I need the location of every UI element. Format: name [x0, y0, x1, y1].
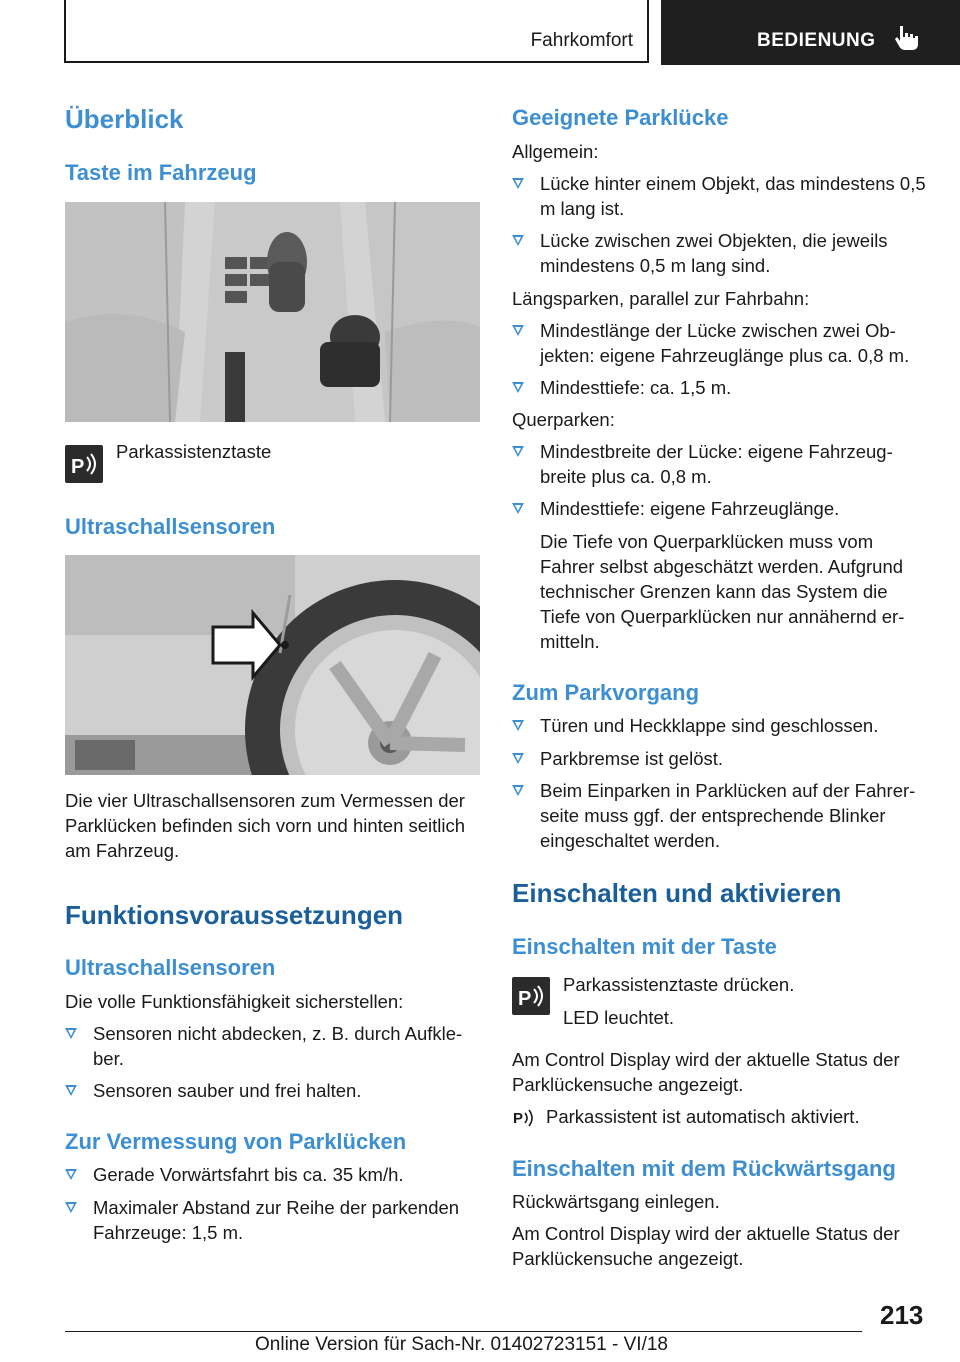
header-chapter-box: [661, 0, 960, 65]
list-item: Mindesttiefe: eigene Fahrzeuglänge.: [512, 496, 932, 521]
heading-button-in-vehicle: Taste im Fahrzeug: [65, 160, 257, 185]
list-item: Maximaler Abstand zur Reihe der parkenden Fahrzeuge: 1,5 m.: [65, 1195, 480, 1245]
bullet-triangle-icon: [512, 785, 524, 796]
svg-text:P: P: [513, 1110, 524, 1127]
reverse-status-text: Am Control Display wird der aktuelle Status der Parklückensuche angezeigt.: [512, 1223, 900, 1269]
bullet-triangle-icon: [512, 720, 524, 731]
bullet-triangle-icon: [65, 1085, 77, 1096]
park-assist-active-icon: [512, 1107, 538, 1129]
heading-measure-parking-space: Zur Vermessung von Parklücken: [65, 1129, 407, 1154]
header-section-title: Fahrkomfort: [530, 30, 633, 51]
parallel-label: Längsparken, parallel zur Fahrbahn:: [512, 288, 810, 309]
bullet-triangle-icon: [512, 325, 524, 336]
footer-divider: [65, 1331, 862, 1332]
list-item: Sensoren nicht abdecken, z. B. durch Aufkle-ber.: [65, 1021, 480, 1071]
ultrasonic-sensor-photo: [65, 555, 480, 775]
cross-label: Querparken:: [512, 409, 615, 430]
list-item: Mindestlänge der Lücke zwischen zwei Ob-jekten: eigene Fahrzeuglänge plus ca. 0,8 m.: [512, 318, 932, 368]
requirements-intro: Die volle Funktionsfähigkeit sicherstellen:: [65, 991, 404, 1012]
heading-activate-with-reverse: Einschalten mit dem Rückwärtsgang: [512, 1156, 896, 1181]
list-item: Parkbremse ist gelöst.: [512, 746, 932, 771]
bullet-triangle-icon: [512, 382, 524, 393]
bullet-triangle-icon: [65, 1028, 77, 1039]
led-text: LED leuchtet.: [563, 1007, 675, 1028]
heading-req-ultrasonic-sensors: Ultraschallsensoren: [65, 955, 276, 980]
bullet-triangle-icon: [512, 446, 524, 457]
heading-ultrasonic-sensors: Ultraschallsensoren: [65, 514, 276, 539]
heading-function-requirements: Funktionsvoraussetzungen: [65, 900, 404, 930]
park-assist-button-icon: [512, 977, 550, 1015]
list-item: Sensoren sauber und frei halten.: [65, 1078, 480, 1103]
heading-activate-with-button: Einschalten mit der Taste: [512, 934, 777, 959]
general-label: Allgemein:: [512, 141, 599, 162]
bullet-triangle-icon: [512, 235, 524, 246]
svg-text:P: P: [71, 456, 85, 478]
list-item: Mindestbreite der Lücke: eigene Fahrzeug-breite plus ca. 0,8 m.: [512, 439, 932, 489]
heading-overview: Überblick: [65, 104, 184, 134]
vehicle-console-photo: [65, 202, 480, 422]
sensors-description: Die vier Ultraschallsensoren zum Vermessen der Parklücken befinden sich vorn und hinten seitlich am Fahrzeug.: [65, 790, 466, 861]
pointing-hand-icon: [894, 24, 920, 52]
list-item: Beim Einparken in Parklücken auf der Fahrer-seite muss ggf. der entsprechende Blinker eingeschaltet werden.: [512, 778, 932, 853]
heading-suitable-space: Geeignete Parklücke: [512, 105, 729, 130]
list-item: Mindesttiefe: ca. 1,5 m.: [512, 375, 932, 400]
reverse-text: Rückwärtsgang einlegen.: [512, 1191, 720, 1212]
list-item: Türen und Heckklappe sind geschlossen.: [512, 713, 932, 738]
bullet-triangle-icon: [65, 1169, 77, 1180]
press-button-text: Parkassistenztaste drücken.: [563, 974, 795, 995]
header-section-box: [64, 0, 649, 63]
auto-activated-text: Parkassistent ist automatisch aktiviert.: [546, 1106, 860, 1127]
bullet-triangle-icon: [512, 503, 524, 514]
button-caption: Parkassistenztaste: [116, 441, 272, 462]
page-number: 213: [880, 1300, 924, 1330]
svg-text:P: P: [518, 988, 532, 1010]
list-item: Gerade Vorwärtsfahrt bis ca. 35 km/h.: [65, 1162, 480, 1187]
bullet-triangle-icon: [512, 753, 524, 764]
cross-note: Die Tiefe von Querparklücken muss vom Fahrer selbst abgeschätzt werden. Aufgrund technischer Grenzen kann das System die Tiefe von Querparklücken nur annähernd er-mitteln.: [540, 531, 905, 652]
header-chapter-title: BEDIENUNG: [757, 30, 876, 51]
list-item: Lücke zwischen zwei Objekten, die jeweils mindestens 0,5 m lang sind.: [512, 228, 932, 278]
footer-online-version: Online Version für Sach-Nr. 01402723151 - VI/18: [255, 1334, 668, 1355]
park-assist-button-icon: [65, 445, 103, 483]
bullet-triangle-icon: [65, 1202, 77, 1213]
heading-activate: Einschalten und aktivieren: [512, 878, 842, 908]
heading-parking-procedure: Zum Parkvorgang: [512, 680, 700, 705]
status-text: Am Control Display wird der aktuelle Status der Parklückensuche angezeigt.: [512, 1049, 900, 1095]
list-item: Lücke hinter einem Objekt, das mindestens 0,5 m lang ist.: [512, 171, 932, 221]
bullet-triangle-icon: [512, 178, 524, 189]
